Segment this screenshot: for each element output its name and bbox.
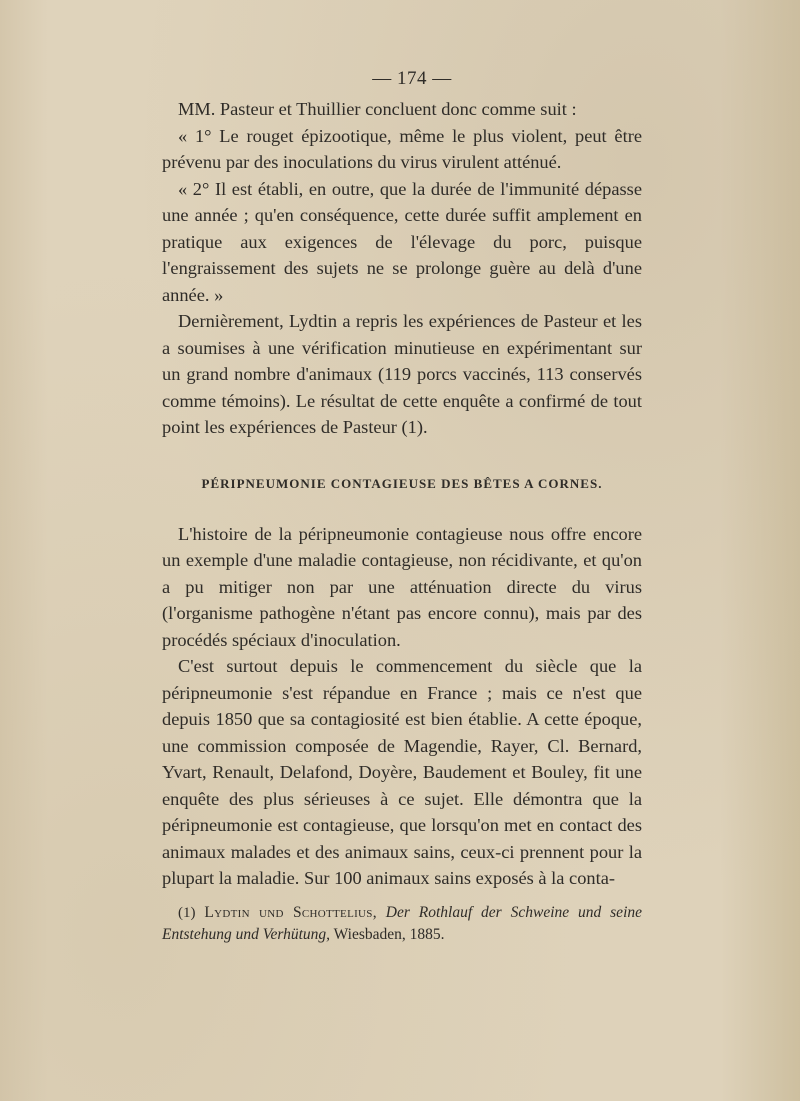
paragraph-1: MM. Pasteur et Thuillier concluent donc comme suit : [178, 99, 577, 119]
footnote-authors: Lydtin und Schottelius, [204, 903, 377, 921]
footnote-place-date: Wiesbaden, 1885. [333, 925, 445, 943]
paragraph-3: « 2° Il est établi, en outre, que la durée de l'immunité dépasse une année ; qu'en conséquence, cette durée suffit amplement en pratique aux exigences de l'élevage du porc, puisque l'engraissement des sujets ne se prolonge guère au delà d'une année. » [162, 178, 642, 305]
footnote [162, 902, 642, 945]
section-paragraph-2: C'est surtout depuis le commencement du siècle que la péripneumonie s'est répandue en France ; mais ce n'est que depuis 1850 que sa contagiosité est bien établie. A cette époque, une commission composée de Magendie, Rayer, Cl. Bernard, Yvart, Renault, Delafond, Doyère, Baudement et Bouley, fit une enquête des plus sérieuses à ce sujet. Elle démontra que la péripneumonie est contagieuse, que lorsqu'on met en contact des animaux malades et des animaux sains, ceux-ci prennent pour la plupart la maladie. Sur 100 animaux sains exposés à la conta- [162, 656, 642, 888]
section-heading: PÉRIPNEUMONIE CONTAGIEUSE DES BÊTES A CORNES. [201, 475, 603, 491]
page-content [162, 66, 642, 945]
footnote-marker: (1) [178, 904, 196, 921]
section-paragraph-1: L'histoire de la péripneumonie contagieuse nous offre encore un exemple d'une maladie contagieuse, non récidivante, et qu'on a pu mitiger non par une atténuation directe du virus (l'organisme pathogène n'étant pas encore connu), mais par des procédés spéciaux d'inoculation. [162, 523, 642, 650]
page-number: — 174 — [372, 68, 452, 89]
paragraph-4: Dernièrement, Lydtin a repris les expériences de Pasteur et les a soumises à une vérification minutieuse en expérimentant sur un grand nombre d'animaux (119 porcs vaccinés, 113 conservés comme témoins). Le résultat de cette enquête a confirmé de tout point les expériences de Pasteur (1). [162, 311, 642, 437]
footnote-title: Der Rothlauf der Schweine und seine Entstehung und Verhütung, [162, 903, 643, 943]
paragraph-2: « 1° Le rouget épizootique, même le plus violent, peut être prévenu par des inoculations du virus virulent atténué. [162, 125, 642, 172]
